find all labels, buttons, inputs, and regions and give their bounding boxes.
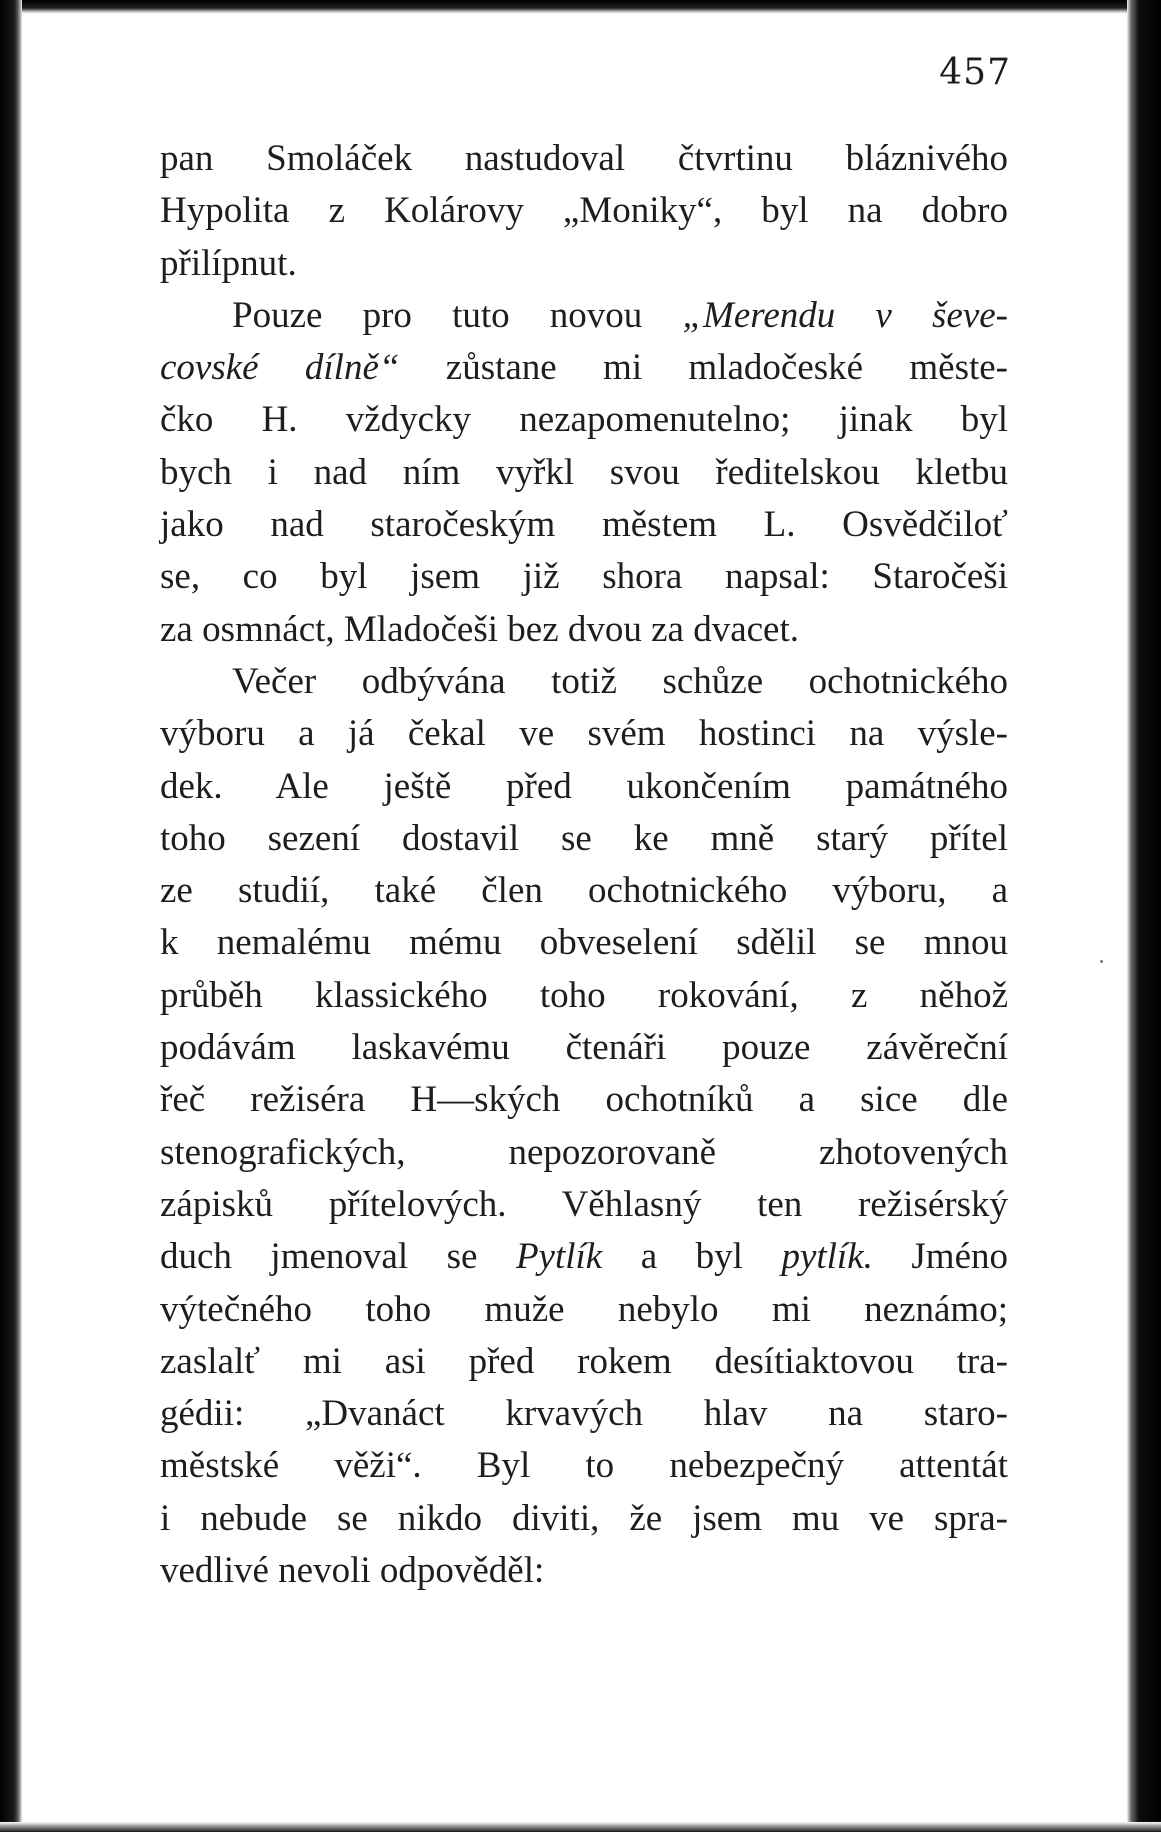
body-text — [160, 133, 1008, 1597]
page-bottom-edge — [0, 1822, 1161, 1832]
text-line: dek. Ale ještě před ukončením památného — [160, 765, 1008, 807]
text-line: vedlivé nevoli odpověděl: — [160, 1550, 545, 1592]
text-line: zaslalť mi asi před rokem desítiaktovou tra- — [160, 1340, 1008, 1382]
text-line: výtečného toho muže nebylo mi neznámo; — [160, 1288, 1008, 1330]
text-line: Hypolita z Kolárovy „Moniky“, byl na dobro — [160, 190, 1008, 232]
text-line: ze studií, také člen ochotnického výboru, a — [160, 870, 1008, 912]
text-line: gédii: „Dvanáct krvavých hlav na staro- — [160, 1393, 1008, 1435]
text-line: městské věži“. Byl to nebezpečný attentát — [160, 1445, 1008, 1487]
text-line: toho sezení dostavil se ke mně starý přítel — [160, 817, 1008, 859]
text-line: podávám laskavému čtenáři pouze závěreční — [160, 1027, 1008, 1069]
text-line: pan Smoláček nastudoval čtvrtinu bláznivého — [160, 138, 1008, 179]
text-line: i nebude se nikdo diviti, že jsem mu ve spra- — [160, 1497, 1008, 1539]
text-line: jako nad staročeským městem L. Osvědčiloť — [160, 504, 1008, 546]
text-line: duch jmenoval se Pytlík a byl pytlík. Jméno — [160, 1236, 1008, 1278]
page-number: 457 — [939, 52, 1011, 93]
text-line: se, co byl jsem již shora napsal: Staročeši — [160, 556, 1008, 598]
italic-title: „Merendu v ševe- — [682, 294, 1008, 336]
italic-word: pytlík. — [781, 1236, 873, 1278]
text-line: čko H. vždycky nezapomenutelno; jinak byl — [160, 399, 1008, 441]
text-line: výboru a já čekal ve svém hostinci na výsle- — [160, 713, 1008, 755]
page-top-edge — [0, 0, 1161, 14]
italic-name: Pytlík — [515, 1236, 603, 1278]
text-line: za osmnáct, Mladočeši bez dvou za dvacet. — [160, 608, 800, 650]
text-line: přilípnut. — [160, 242, 297, 284]
text-line: průběh klassického toho rokování, z něhož — [160, 974, 1008, 1016]
text-line: Večer odbývána totiž schůze ochotnického — [232, 660, 1008, 702]
text-line: bych i nad ním vyřkl svou ředitelskou kletbu — [160, 451, 1008, 493]
text-line: řeč režiséra H—ských ochotníků a sice dle — [160, 1079, 1008, 1121]
text-line: zápisků přítelových. Věhlasný ten režisérský — [160, 1183, 1008, 1225]
text-line: stenografických, nepozorovaně zhotovených — [160, 1131, 1008, 1173]
text-line: Pouze pro tuto novou „Merendu v ševe- — [232, 294, 1008, 336]
page-right-edge — [1127, 0, 1161, 1832]
text-line: k nemalému mému obveselení sdělil se mnou — [160, 922, 1008, 964]
page-left-edge — [0, 0, 22, 1832]
text-line: covské dílně“ zůstane mi mladočeské měste- — [160, 347, 1008, 389]
scan-speck — [1100, 960, 1103, 963]
italic-title: covské dílně“ — [160, 347, 400, 389]
